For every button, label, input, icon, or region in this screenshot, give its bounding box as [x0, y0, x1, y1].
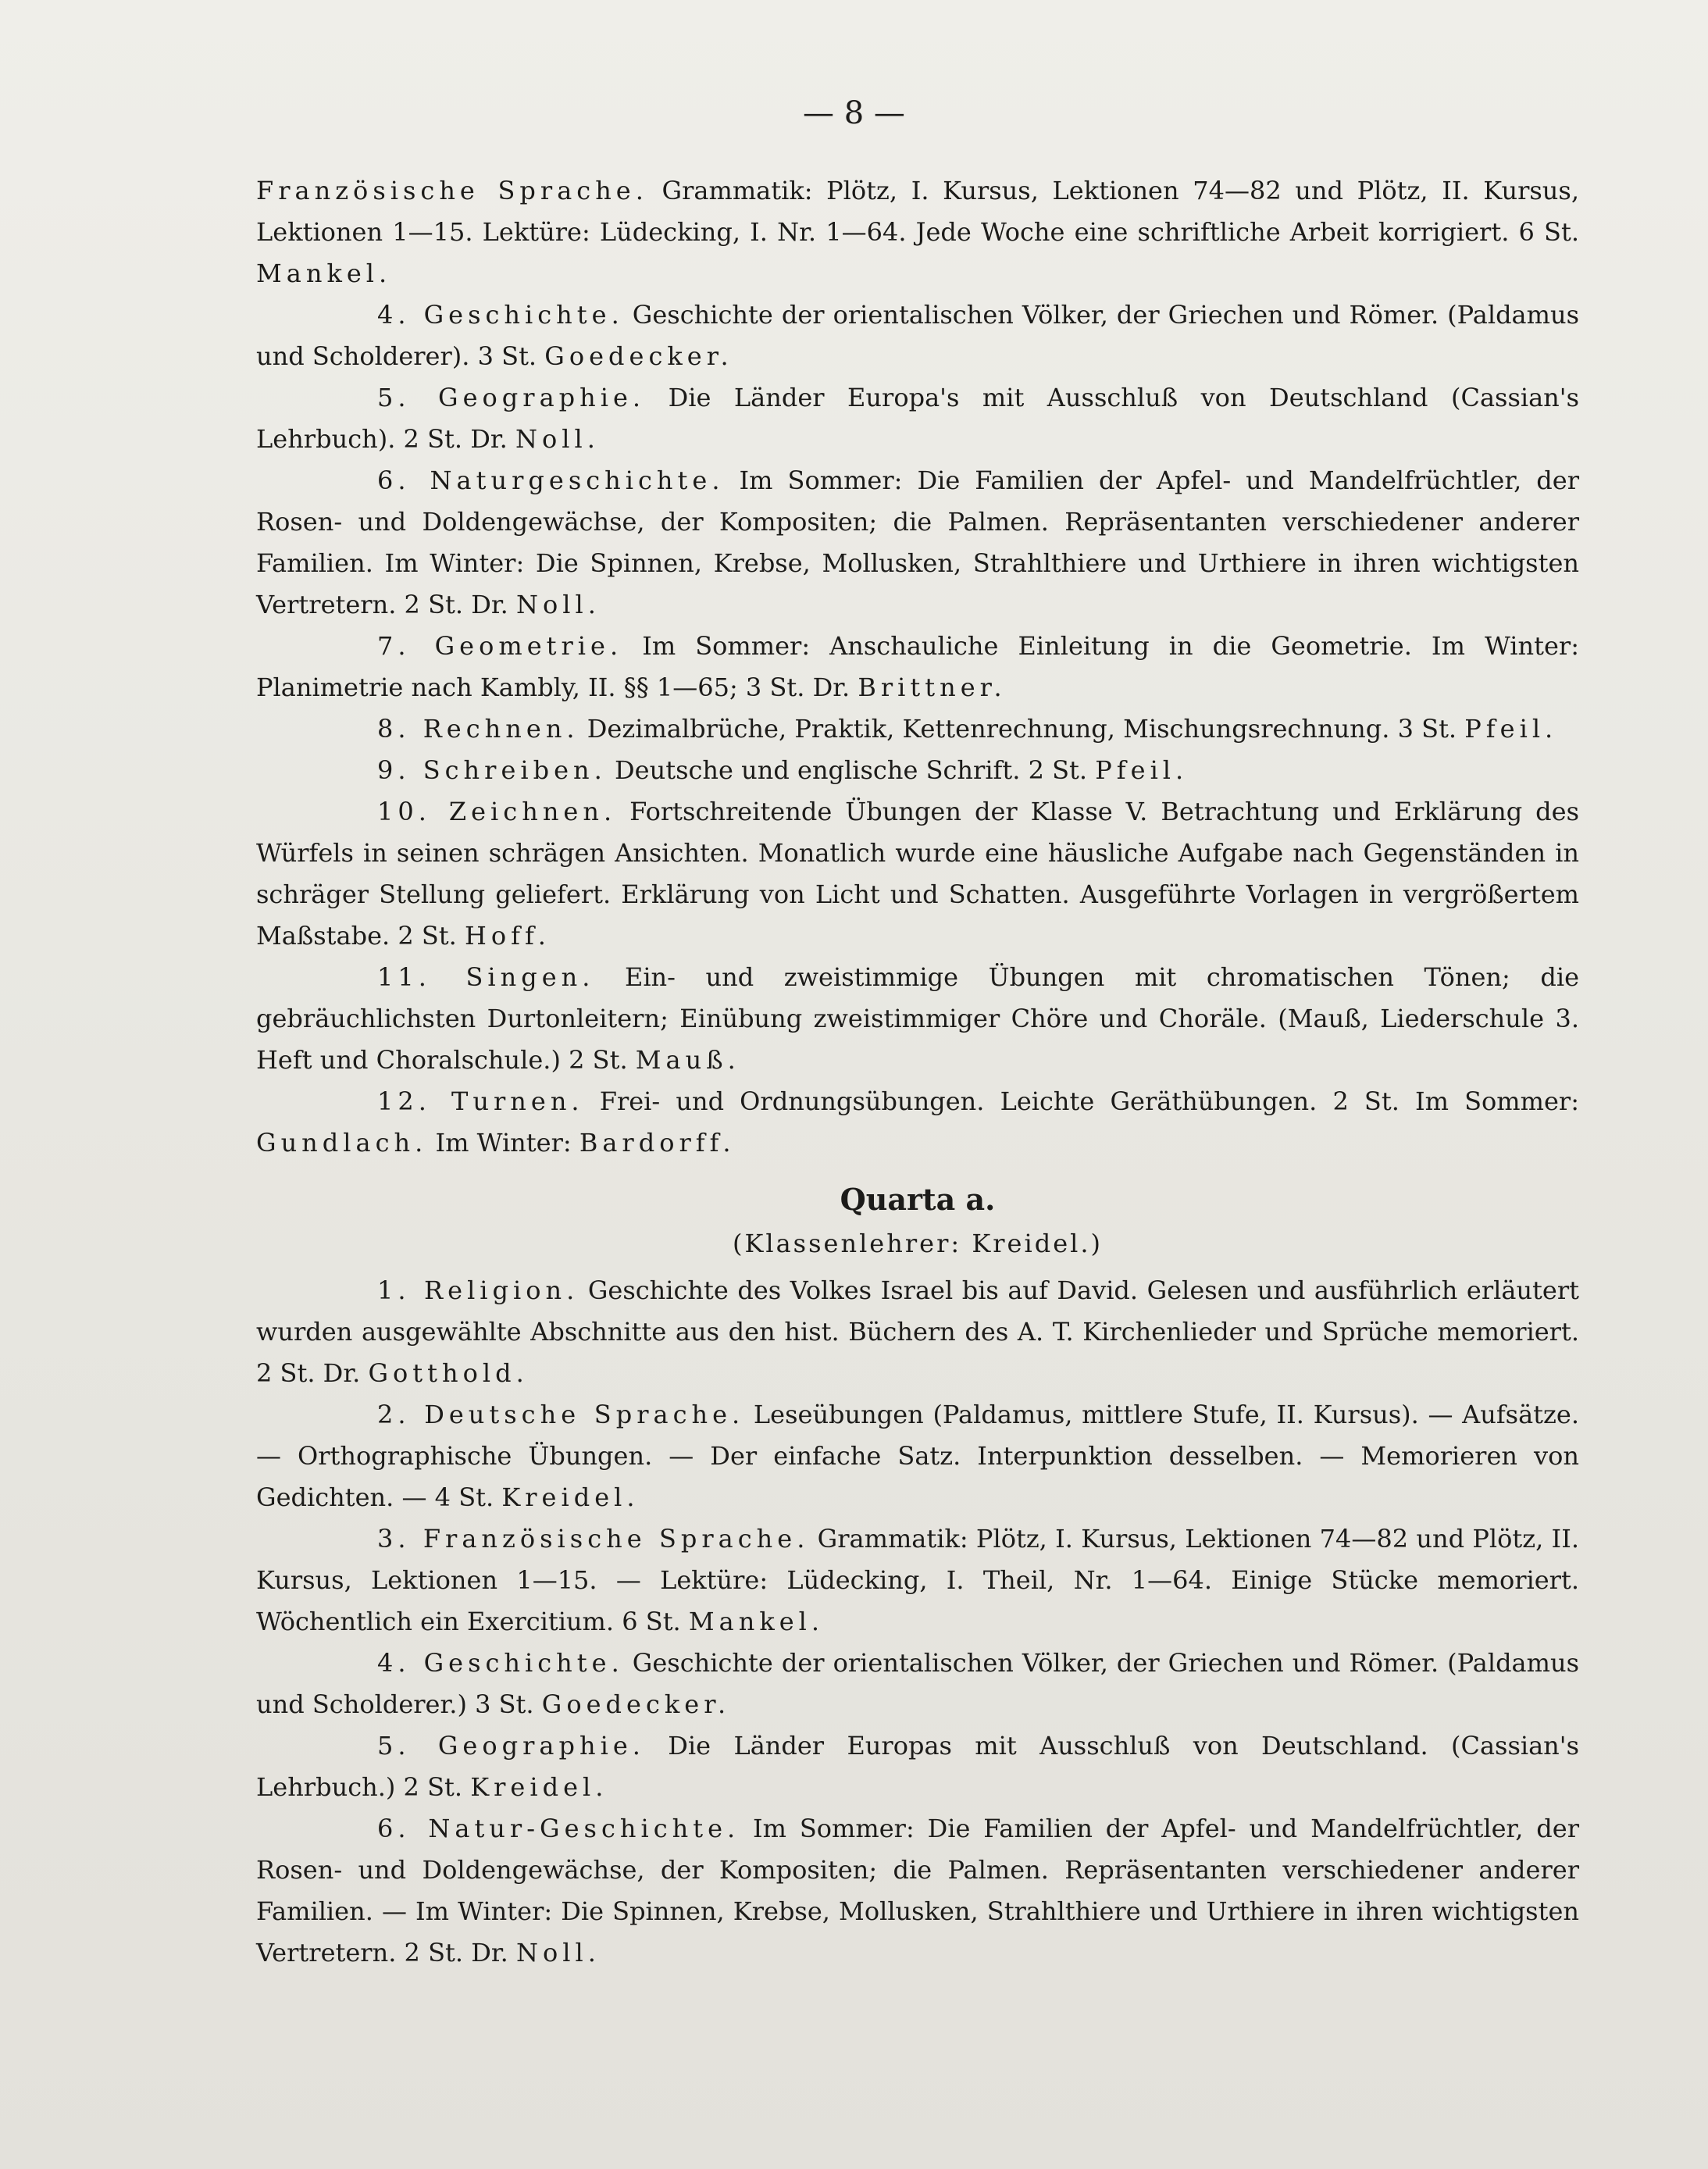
- subject-title: 2. Deutsche Sprache.: [377, 1400, 745, 1429]
- subject-title: 5. Geographie.: [377, 383, 646, 412]
- paragraph-franzoesisch: [256, 170, 1579, 294]
- paragraph-text: Deutsche und englische Schrift. 2 St.: [606, 755, 1096, 785]
- paragraph-text: Im Sommer: Die Familien der Apfel- und Mandelfrüchtler, der Rosen- und Doldengewächse, der Kompositen; die Palmen. Repräsentanten verschiedener anderer Familien. — Im Winter: Die Spinnen, Krebse, Mollusken, Strahlthiere und Urthiere in ihren wichtigsten Vertretern. 2 St. Dr.: [256, 1814, 1579, 1967]
- teacher-name: Brittner.: [858, 672, 1007, 702]
- teacher-name: Pfeil.: [1464, 714, 1558, 744]
- section-heading: Quarta a.: [840, 1182, 996, 1217]
- paragraph-geographie: [256, 377, 1579, 460]
- paragraph-zeichnen: [256, 791, 1579, 957]
- subject-title: 5. Geographie.: [377, 1731, 645, 1761]
- page-number: — 8 —: [803, 95, 905, 131]
- subject-title: 9. Schreiben.: [377, 755, 607, 785]
- paragraph-text: Die Länder Europa's mit Ausschluß von Deutschland (Cassian's Lehrbuch). 2 St. Dr.: [256, 383, 1580, 454]
- paragraph-naturgeschichte: [256, 460, 1579, 626]
- subject-title: Französische Sprache.: [256, 176, 648, 205]
- subject-title: 12. Turnen.: [377, 1086, 584, 1116]
- paragraph-rechnen: [256, 708, 1579, 750]
- paragraph-deutsch: [256, 1394, 1579, 1518]
- teacher-name: Gotthold.: [368, 1358, 529, 1388]
- paragraph-text: Grammatik: Plötz, I. Kursus, Lektionen 74—82 und Plötz, II. Kursus, Lektionen 1—15. — Lektüre: Lüdecking, I. Theil, Nr. 1—64. Einige Stücke memoriert. Wöchentlich ein Exercitium. 6 St.: [256, 1524, 1580, 1636]
- teacher-name: Kreidel.: [470, 1772, 608, 1802]
- teacher-name: Noll.: [515, 1938, 601, 1967]
- paragraph-franzoesisch-quarta: [256, 1518, 1579, 1643]
- teacher-name: Kreidel.: [501, 1482, 640, 1512]
- paragraph-text: Grammatik: Plötz, I. Kursus, Lektionen 74—82 und Plötz, II. Kursus, Lektionen 1—15. Lektüre: Lüdecking, I. Nr. 1—64. Jede Woche eine schriftliche Arbeit korrigiert. 6 St.: [256, 176, 1580, 247]
- teacher-name: Noll.: [515, 424, 600, 454]
- subject-title: 3. Französische Sprache.: [377, 1524, 810, 1554]
- paragraph-religion: [256, 1270, 1579, 1394]
- paragraph-text: Geschichte der orientalischen Völker, der Griechen und Römer. (Paldamus und Scholderer). 3 St.: [256, 300, 1580, 371]
- teacher-name: Goedecker.: [541, 1689, 731, 1719]
- subject-title: 1. Religion.: [377, 1275, 579, 1305]
- teacher-name: Hoff.: [465, 921, 551, 951]
- subject-title: 6. Natur-Geschichte.: [377, 1814, 740, 1843]
- paragraph-text: Geschichte des Volkes Israel bis auf David. Gelesen und ausführlich erläutert wurden ausgewählte Abschnitte aus den hist. Büchern des A. T. Kirchenlieder und Sprüche memoriert. 2 St. Dr.: [256, 1275, 1580, 1388]
- paragraph-text: Im Sommer: Die Familien der Apfel- und Mandelfrüchtler, der Rosen- und Doldengewächse, der Kompositen; die Palmen. Repräsentanten verschiedener anderer Familien. Im Winter: Die Spinnen, Krebse, Mollusken, Strahlthiere und Urthiere in ihren wichtigsten Vertretern. 2 St. Dr.: [256, 466, 1580, 619]
- paragraph-text: Leseübungen (Paldamus, mittlere Stufe, II. Kursus). — Aufsätze. — Orthographische Übungen. — Der einfache Satz. Interpunktion desselben. — Memorieren von Gedichten. — 4 St.: [256, 1400, 1580, 1512]
- teacher-name: Mankel.: [256, 259, 392, 288]
- teacher-name-2: Bardorff.: [579, 1128, 736, 1158]
- subject-title: 7. Geometrie.: [377, 631, 623, 661]
- subject-title: 8. Rechnen.: [377, 714, 579, 744]
- paragraph-singen: [256, 957, 1579, 1081]
- subject-title: 4. Geschichte.: [377, 300, 624, 330]
- paragraph-geschichte: [256, 294, 1579, 377]
- teacher-name: Gundlach.: [256, 1128, 428, 1158]
- section-subheading: (Klassenlehrer: Kreidel.): [732, 1229, 1104, 1258]
- teacher-name: Noll.: [515, 590, 601, 619]
- paragraph-geographie-quarta: [256, 1725, 1579, 1808]
- paragraph-text: Geschichte der orientalischen Völker, der Griechen und Römer. (Paldamus und Scholderer.) 3 St.: [256, 1648, 1580, 1719]
- teacher-name: Goedecker.: [544, 341, 733, 371]
- paragraph-naturgeschichte-quarta: [256, 1808, 1579, 1974]
- paragraph-text: Frei- und Ordnungsübungen. Leichte Geräthübungen. 2 St. Im Sommer:: [583, 1086, 1580, 1116]
- paragraph-geometrie: [256, 626, 1579, 708]
- page-body: [256, 170, 1579, 1974]
- subject-title: 10. Zeichnen.: [377, 797, 617, 826]
- teacher-name: Pfeil.: [1095, 755, 1189, 785]
- paragraph-text: Im Sommer: Anschauliche Einleitung in die Geometrie. Im Winter: Planimetrie nach Kambly, II. §§ 1—65; 3 St. Dr.: [256, 631, 1580, 702]
- paragraph-text: Dezimalbrüche, Praktik, Kettenrechnung, Mischungsrechnung. 3 St.: [579, 714, 1465, 744]
- paragraph-text: Die Länder Europas mit Ausschluß von Deutschland. (Cassian's Lehrbuch.) 2 St.: [256, 1731, 1580, 1802]
- teacher-name: Mauß.: [635, 1045, 740, 1075]
- paragraph-schreiben: [256, 750, 1579, 791]
- paragraph-text: Fortschreitende Übungen der Klasse V. Betrachtung und Erklärung des Würfels in seinen schrägen Ansichten. Monatlich wurde eine häusliche Aufgabe nach Gegenständen in schräger Stellung geliefert. Erklärung von Licht und Schatten. Ausgeführte Vorlagen in vergrößertem Maßstabe. 2 St.: [256, 797, 1580, 951]
- paragraph-turnen: [256, 1081, 1579, 1164]
- subject-title: 11. Singen.: [377, 962, 595, 992]
- subject-title: 4. Geschichte.: [377, 1648, 624, 1678]
- paragraph-text-2: Im Winter:: [427, 1128, 579, 1158]
- paragraph-text: Ein- und zweistimmige Übungen mit chromatischen Tönen; die gebräuchlichsten Durtonleitern; Einübung zweistimmiger Chöre und Choräle. (Mauß, Liederschule 3. Heft und Choralschule.) 2 St.: [256, 962, 1579, 1075]
- paragraph-geschichte-quarta: [256, 1643, 1579, 1725]
- subject-title: 6. Naturgeschichte.: [377, 466, 725, 495]
- teacher-name: Mankel.: [688, 1607, 825, 1636]
